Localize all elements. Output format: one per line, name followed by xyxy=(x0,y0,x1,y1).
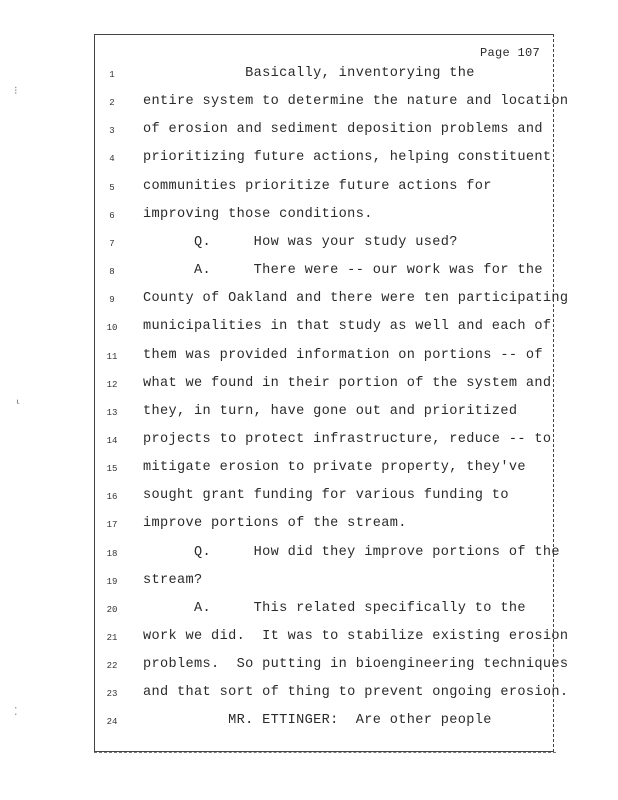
page-bottom-edge xyxy=(94,752,556,755)
line-number: 15 xyxy=(106,464,118,475)
line-number: 23 xyxy=(106,689,118,700)
line-number: 4 xyxy=(109,154,115,165)
line-number: 8 xyxy=(109,267,115,278)
line-number: 24 xyxy=(106,717,118,728)
line-text: A. This related specifically to the xyxy=(143,600,526,616)
line-number: 22 xyxy=(106,661,118,672)
line-text: municipalities in that study as well and each of xyxy=(143,319,552,335)
line-number: 1 xyxy=(109,70,115,80)
scan-margin-mark: ⸤ xyxy=(16,392,21,405)
line-text: stream? xyxy=(143,572,203,588)
line-text: improve portions of the stream. xyxy=(143,516,407,532)
line-number: 2 xyxy=(109,98,115,109)
line-text: MR. ETTINGER: Are other people xyxy=(143,713,492,729)
line-number: 9 xyxy=(109,295,115,306)
line-text: mitigate erosion to private property, they've xyxy=(143,460,526,476)
transcript-line xyxy=(0,460,618,480)
line-text: projects to protect infrastructure, reduce -- to xyxy=(143,431,552,447)
line-number: 7 xyxy=(109,238,115,249)
line-text: them was provided information on portions -- of xyxy=(143,347,543,363)
line-text: prioritizing future actions, helping constituent xyxy=(143,150,552,166)
line-text: of erosion and sediment deposition problems and xyxy=(143,122,543,138)
line-text: County of Oakland and there were ten participating xyxy=(143,291,569,307)
transcript-line xyxy=(0,432,618,452)
line-number: 11 xyxy=(106,351,118,362)
transcript-line xyxy=(0,263,618,283)
line-text: work we did. It was to stabilize existing erosion xyxy=(143,629,569,644)
transcript-line xyxy=(0,94,618,114)
line-number: 21 xyxy=(106,633,118,643)
line-number: 10 xyxy=(106,323,118,334)
line-number: 17 xyxy=(106,520,118,531)
transcript-line xyxy=(0,629,618,649)
line-text: what we found in their portion of the system and xyxy=(143,375,552,391)
line-number: 20 xyxy=(106,604,118,615)
transcript-line xyxy=(0,488,618,508)
transcript-line xyxy=(0,291,618,311)
transcript-line xyxy=(0,657,618,677)
transcript-line xyxy=(0,207,618,227)
transcript-line xyxy=(0,150,618,170)
page-number: Page 107 xyxy=(480,46,541,60)
line-number: 14 xyxy=(106,435,118,446)
transcript-line xyxy=(0,404,618,424)
transcript-line xyxy=(0,545,618,565)
line-text: entire system to determine the nature and location xyxy=(143,94,569,110)
line-text: Q. How did they improve portions of the xyxy=(143,544,560,560)
transcript-line xyxy=(0,601,618,621)
transcript-line xyxy=(0,516,618,536)
line-number: 18 xyxy=(106,548,118,559)
line-text: sought grant funding for various funding to xyxy=(143,488,509,504)
line-text: A. There were -- our work was for the xyxy=(143,263,543,279)
line-number: 5 xyxy=(109,182,115,193)
transcript-line xyxy=(0,713,618,733)
line-text: and that sort of thing to prevent ongoing erosion. xyxy=(143,685,569,701)
line-number: 3 xyxy=(109,126,115,137)
transcript-line xyxy=(0,319,618,339)
transcript-line xyxy=(0,122,618,142)
transcript-line xyxy=(0,376,618,396)
line-text: improving those conditions. xyxy=(143,206,373,222)
transcript-line xyxy=(0,235,618,255)
transcript-line xyxy=(0,685,618,705)
line-text: Basically, inventorying the xyxy=(143,66,475,81)
scan-margin-mark: ⁚ xyxy=(14,705,18,718)
line-text: problems. So putting in bioengineering techniques xyxy=(143,657,569,673)
line-number: 16 xyxy=(106,492,118,503)
line-number: 12 xyxy=(106,379,118,390)
line-number: 13 xyxy=(106,407,118,418)
line-text: Q. How was your study used? xyxy=(143,234,458,250)
transcript-line xyxy=(0,573,618,593)
line-number: 19 xyxy=(106,576,118,587)
transcript-line xyxy=(0,348,618,368)
line-text: communities prioritize future actions for xyxy=(143,178,492,194)
scan-margin-mark: ⁝ xyxy=(14,84,18,97)
line-number: 6 xyxy=(109,210,115,221)
transcript-line xyxy=(0,66,618,86)
line-text: they, in turn, have gone out and prioritized xyxy=(143,403,518,419)
transcript-line xyxy=(0,179,618,199)
